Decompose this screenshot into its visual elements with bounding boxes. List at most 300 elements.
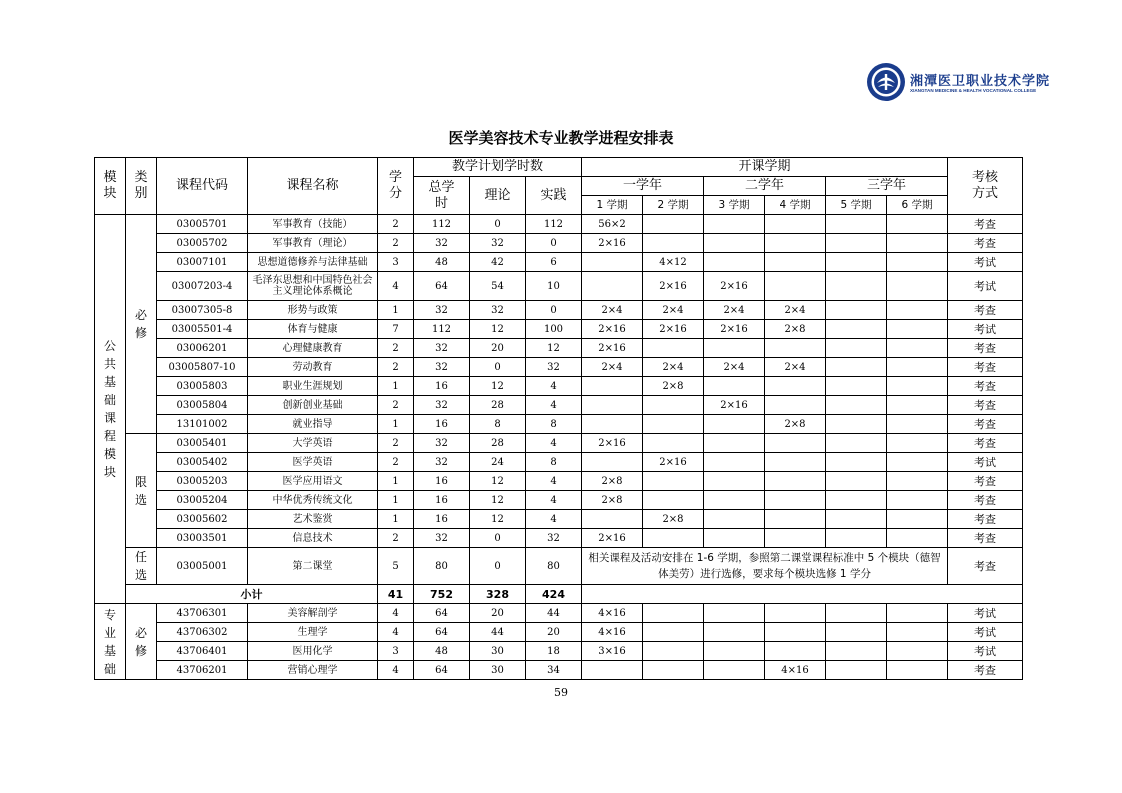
theory-hours: 20 [470,339,526,358]
header-credit: 学分 [378,158,414,215]
credit: 7 [378,320,414,339]
subtotal-label: 小计 [126,585,378,604]
course-code: 43706301 [157,604,248,623]
course-code: 03005501-4 [157,320,248,339]
table-row [95,604,1023,623]
practice-hours: 32 [526,358,582,377]
total-hours: 16 [414,510,470,529]
exam-type: 考查 [948,529,1023,548]
semester-5 [826,396,887,415]
semester-1: 2×8 [582,491,643,510]
module-label-public: 公共基础课程模块 [95,215,126,604]
course-name: 形势与政策 [248,301,378,320]
table-row [95,434,1023,453]
theory-hours: 12 [470,491,526,510]
practice-hours: 4 [526,472,582,491]
course-code: 03005602 [157,510,248,529]
semester-5 [826,358,887,377]
semester-2: 2×16 [643,453,704,472]
semester-3: 2×16 [704,396,765,415]
semester-5 [826,320,887,339]
table-row [95,642,1023,661]
semester-6 [887,339,948,358]
course-code: 03005807-10 [157,358,248,377]
semester-4 [765,234,826,253]
subtotal-practice-hours: 424 [526,585,582,604]
semester-1: 2×16 [582,320,643,339]
course-code: 03005701 [157,215,248,234]
exam-type: 考查 [948,301,1023,320]
table-row [95,234,1023,253]
practice-hours: 8 [526,453,582,472]
table-row [95,623,1023,642]
practice-hours: 80 [526,548,582,585]
semester-1: 56×2 [582,215,643,234]
course-code: 03005803 [157,377,248,396]
semester-5 [826,234,887,253]
theory-hours: 8 [470,415,526,434]
table-row [95,453,1023,472]
course-name: 信息技术 [248,529,378,548]
theory-hours: 44 [470,623,526,642]
empty-cell [582,585,1023,604]
semester-3 [704,377,765,396]
table-row [95,301,1023,320]
credit: 2 [378,358,414,377]
exam-type: 考查 [948,234,1023,253]
semester-3 [704,642,765,661]
total-hours: 48 [414,253,470,272]
category-required: 必修 [126,215,157,434]
semester-6 [887,453,948,472]
credit: 4 [378,604,414,623]
header-hours-group: 教学计划学时数 [414,158,582,177]
semester-3: 2×16 [704,320,765,339]
table-row [95,215,1023,234]
header-term-group: 开课学期 [582,158,948,177]
exam-type: 考查 [948,215,1023,234]
header-exam: 考核方式 [948,158,1023,215]
semester-2 [643,623,704,642]
semester-6 [887,510,948,529]
exam-type: 考查 [948,472,1023,491]
course-code: 03005204 [157,491,248,510]
semester-6 [887,415,948,434]
total-hours: 112 [414,215,470,234]
semester-2 [643,642,704,661]
semester-6 [887,472,948,491]
header-category: 类别 [126,158,157,215]
exam-type: 考查 [948,396,1023,415]
credit: 4 [378,623,414,642]
semester-3 [704,529,765,548]
semester-5 [826,434,887,453]
course-name: 军事教育（技能） [248,215,378,234]
total-hours: 16 [414,377,470,396]
semester-4 [765,510,826,529]
semester-2: 2×16 [643,272,704,301]
semester-5 [826,215,887,234]
exam-type: 考试 [948,272,1023,301]
semester-4 [765,272,826,301]
semester-1: 4×16 [582,604,643,623]
module-label-professional: 专业基础 [95,604,126,680]
table-row [95,529,1023,548]
course-code: 03007305-8 [157,301,248,320]
credit: 1 [378,472,414,491]
credit: 2 [378,396,414,415]
semester-4: 2×4 [765,358,826,377]
table-row [95,272,1023,301]
schedule-note: 相关课程及活动安排在 1-6 学期，参照第二课堂课程标准中 5 个模块（德智体美劳）进行选修，要求每个模块选修 1 学分 [582,548,948,585]
semester-5 [826,529,887,548]
semester-4 [765,434,826,453]
total-hours: 64 [414,661,470,680]
semester-1 [582,510,643,529]
header-semester-5: 5 学期 [826,196,887,215]
semester-2: 4×12 [643,253,704,272]
semester-2 [643,529,704,548]
theory-hours: 24 [470,453,526,472]
header-semester-4: 4 学期 [765,196,826,215]
semester-4: 2×8 [765,415,826,434]
course-name: 思想道德修养与法律基础 [248,253,378,272]
page-title: 医学美容技术专业教学进程安排表 [448,129,674,147]
semester-3: 2×16 [704,272,765,301]
page-number: 59 [554,686,568,699]
exam-type: 考试 [948,320,1023,339]
semester-3: 2×4 [704,358,765,377]
practice-hours: 112 [526,215,582,234]
exam-type: 考试 [948,604,1023,623]
course-code: 03007101 [157,253,248,272]
exam-type: 考查 [948,415,1023,434]
course-code: 43706401 [157,642,248,661]
semester-1 [582,661,643,680]
exam-type: 考试 [948,453,1023,472]
total-hours: 32 [414,453,470,472]
semester-5 [826,661,887,680]
semester-1: 3×16 [582,642,643,661]
semester-1: 2×4 [582,358,643,377]
credit: 2 [378,453,414,472]
practice-hours: 4 [526,434,582,453]
header-total-hours: 总学时 [414,177,470,215]
semester-4 [765,472,826,491]
course-code: 13101002 [157,415,248,434]
header-semester-1: 1 学期 [582,196,643,215]
semester-3 [704,491,765,510]
table-row [95,472,1023,491]
semester-4: 4×16 [765,661,826,680]
practice-hours: 4 [526,510,582,529]
semester-4 [765,623,826,642]
semester-6 [887,301,948,320]
semester-2: 2×4 [643,301,704,320]
header-course-code: 课程代码 [157,158,248,215]
semester-3 [704,434,765,453]
table-row [95,377,1023,396]
header-module: 模块 [95,158,126,215]
course-code: 43706302 [157,623,248,642]
practice-hours: 100 [526,320,582,339]
table-row [95,661,1023,680]
theory-hours: 32 [470,234,526,253]
semester-5 [826,301,887,320]
course-name: 大学英语 [248,434,378,453]
semester-1 [582,396,643,415]
credit: 1 [378,377,414,396]
theory-hours: 54 [470,272,526,301]
teaching-plan-table [94,157,1023,680]
table-row [95,491,1023,510]
semester-3 [704,604,765,623]
exam-type: 考查 [948,434,1023,453]
semester-5 [826,604,887,623]
semester-5 [826,415,887,434]
semester-2 [643,661,704,680]
course-code: 03005804 [157,396,248,415]
theory-hours: 30 [470,642,526,661]
header-theory: 理论 [470,177,526,215]
subtotal-credit: 41 [378,585,414,604]
semester-2 [643,339,704,358]
semester-1 [582,253,643,272]
semester-4 [765,491,826,510]
exam-type: 考试 [948,253,1023,272]
semester-5 [826,272,887,301]
practice-hours: 4 [526,377,582,396]
total-hours: 32 [414,301,470,320]
semester-4 [765,253,826,272]
semester-1 [582,377,643,396]
course-name: 医学英语 [248,453,378,472]
practice-hours: 8 [526,415,582,434]
theory-hours: 12 [470,377,526,396]
practice-hours: 12 [526,339,582,358]
credit: 2 [378,339,414,358]
semester-2 [643,434,704,453]
course-code: 03005203 [157,472,248,491]
practice-hours: 34 [526,661,582,680]
semester-6 [887,253,948,272]
subtotal-theory-hours: 328 [470,585,526,604]
semester-5 [826,453,887,472]
course-name: 职业生涯规划 [248,377,378,396]
course-name: 医用化学 [248,642,378,661]
total-hours: 32 [414,434,470,453]
semester-5 [826,510,887,529]
theory-hours: 12 [470,472,526,491]
table-row [95,396,1023,415]
semester-2 [643,215,704,234]
course-name: 营销心理学 [248,661,378,680]
semester-6 [887,215,948,234]
course-code: 03005001 [157,548,248,585]
semester-2 [643,396,704,415]
course-name: 生理学 [248,623,378,642]
exam-type: 考查 [948,548,1023,585]
semester-6 [887,661,948,680]
course-name: 毛泽东思想和中国特色社会主义理论体系概论 [248,272,378,301]
category-required: 必修 [126,604,157,680]
semester-5 [826,377,887,396]
total-hours: 112 [414,320,470,339]
exam-type: 考查 [948,661,1023,680]
category-limited: 限选 [126,434,157,548]
practice-hours: 32 [526,529,582,548]
course-name: 医学应用语文 [248,472,378,491]
semester-4 [765,396,826,415]
category-elective: 任选 [126,548,157,585]
header-semester-3: 3 学期 [704,196,765,215]
semester-4 [765,604,826,623]
credit: 2 [378,215,414,234]
course-name: 军事教育（理论） [248,234,378,253]
table-row [95,320,1023,339]
exam-type: 考查 [948,491,1023,510]
total-hours: 64 [414,604,470,623]
exam-type: 考试 [948,642,1023,661]
practice-hours: 44 [526,604,582,623]
semester-2 [643,234,704,253]
semester-3 [704,253,765,272]
course-code: 03005401 [157,434,248,453]
semester-4: 2×4 [765,301,826,320]
practice-hours: 10 [526,272,582,301]
practice-hours: 4 [526,491,582,510]
semester-2 [643,472,704,491]
semester-1 [582,272,643,301]
semester-6 [887,377,948,396]
semester-6 [887,320,948,339]
semester-1 [582,415,643,434]
semester-1 [582,453,643,472]
theory-hours: 0 [470,548,526,585]
total-hours: 16 [414,415,470,434]
course-name: 就业指导 [248,415,378,434]
course-code: 43706201 [157,661,248,680]
theory-hours: 30 [470,661,526,680]
theory-hours: 42 [470,253,526,272]
total-hours: 32 [414,529,470,548]
credit: 5 [378,548,414,585]
semester-6 [887,623,948,642]
college-emblem-icon [866,62,906,102]
semester-2 [643,415,704,434]
table-row [95,510,1023,529]
semester-3 [704,215,765,234]
semester-6 [887,358,948,377]
semester-3 [704,415,765,434]
theory-hours: 32 [470,301,526,320]
table-row [95,415,1023,434]
semester-2: 2×4 [643,358,704,377]
header-course-name: 课程名称 [248,158,378,215]
credit: 1 [378,491,414,510]
practice-hours: 4 [526,396,582,415]
semester-1: 2×16 [582,339,643,358]
practice-hours: 18 [526,642,582,661]
course-code: 03005702 [157,234,248,253]
total-hours: 16 [414,491,470,510]
theory-hours: 0 [470,529,526,548]
credit: 2 [378,434,414,453]
table-row [95,339,1023,358]
exam-type: 考查 [948,377,1023,396]
semester-3 [704,472,765,491]
course-code: 03005402 [157,453,248,472]
semester-5 [826,472,887,491]
header-semester-2: 2 学期 [643,196,704,215]
semester-4: 2×8 [765,320,826,339]
semester-6 [887,529,948,548]
semester-1: 2×16 [582,529,643,548]
course-code: 03007203-4 [157,272,248,301]
total-hours: 32 [414,396,470,415]
total-hours: 80 [414,548,470,585]
semester-1: 2×16 [582,434,643,453]
practice-hours: 0 [526,234,582,253]
credit: 3 [378,253,414,272]
practice-hours: 6 [526,253,582,272]
course-code: 03003501 [157,529,248,548]
semester-3: 2×4 [704,301,765,320]
semester-3 [704,510,765,529]
semester-1: 2×16 [582,234,643,253]
theory-hours: 0 [470,358,526,377]
table-row [95,358,1023,377]
subtotal-row [95,585,1023,604]
course-name: 劳动教育 [248,358,378,377]
semester-5 [826,642,887,661]
exam-type: 考查 [948,339,1023,358]
semester-6 [887,491,948,510]
total-hours: 64 [414,272,470,301]
college-name-en: XIANGTAN MEDICINE & HEALTH VOCATIONAL COLLEGE [910,88,1037,93]
header-year-2: 二学年 [704,177,826,196]
semester-3 [704,623,765,642]
exam-type: 考查 [948,358,1023,377]
course-name: 第二课堂 [248,548,378,585]
semester-6 [887,396,948,415]
college-name-cn: 湘潭医卫职业技术学院 [910,74,1051,89]
credit: 2 [378,529,414,548]
header-year-3: 三学年 [826,177,948,196]
theory-hours: 20 [470,604,526,623]
credit: 2 [378,234,414,253]
semester-6 [887,234,948,253]
semester-5 [826,491,887,510]
semester-2: 2×8 [643,377,704,396]
credit: 1 [378,510,414,529]
course-name: 体育与健康 [248,320,378,339]
header-year-1: 一学年 [582,177,704,196]
course-name: 美容解剖学 [248,604,378,623]
semester-1: 4×16 [582,623,643,642]
semester-1: 2×8 [582,472,643,491]
course-name: 心理健康教育 [248,339,378,358]
credit: 1 [378,301,414,320]
college-logo [866,62,1051,106]
theory-hours: 28 [470,396,526,415]
header-semester-6: 6 学期 [887,196,948,215]
credit: 3 [378,642,414,661]
course-name: 艺术鉴赏 [248,510,378,529]
credit: 1 [378,415,414,434]
practice-hours: 20 [526,623,582,642]
total-hours: 32 [414,358,470,377]
